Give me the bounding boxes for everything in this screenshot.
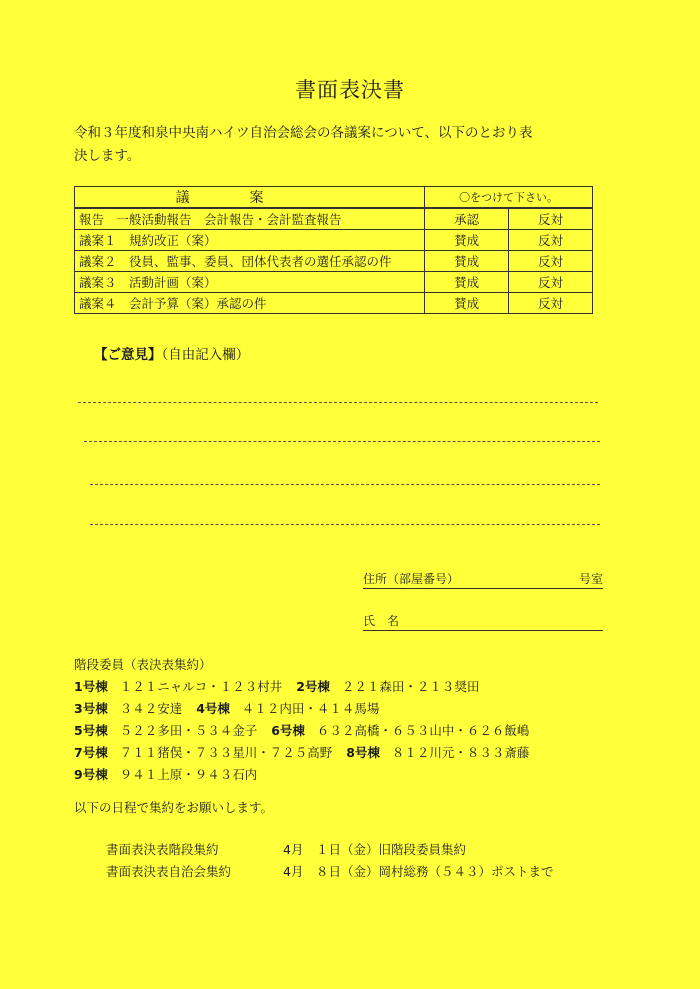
table-row bbox=[75, 208, 593, 230]
address-field[interactable] bbox=[363, 570, 603, 589]
opinion-label-bold: 【ご意見】 bbox=[94, 347, 162, 363]
oppose-option[interactable]: 反対 bbox=[509, 251, 593, 272]
opinion-write-line[interactable] bbox=[90, 524, 600, 525]
building-members: ７１１猪俣・７３３星川・７２５高野 bbox=[119, 745, 333, 760]
oppose-option[interactable]: 反対 bbox=[509, 208, 593, 230]
building-members: ５２２多田・５３４金子 bbox=[119, 723, 258, 738]
building-label: 4号棟 bbox=[196, 701, 230, 716]
approve-option[interactable]: 賛成 bbox=[425, 251, 509, 272]
approve-option[interactable]: 賛成 bbox=[425, 230, 509, 251]
building-members: ３４２安達 bbox=[119, 701, 183, 716]
committee-section bbox=[74, 654, 529, 786]
committee-row bbox=[74, 676, 529, 698]
header-note: 〇をつけて下さい。 bbox=[425, 187, 593, 209]
name-field[interactable] bbox=[363, 612, 603, 631]
schedule-date: 4月 １日（金）旧階段委員集約 bbox=[283, 842, 466, 857]
approve-option[interactable]: 賛成 bbox=[425, 293, 509, 314]
room-suffix: 号室 bbox=[578, 572, 603, 586]
opinion-write-line[interactable] bbox=[90, 484, 600, 485]
name-label: 氏 名 bbox=[363, 614, 400, 628]
row-item: 議案１ 規約改正（案） bbox=[75, 230, 425, 251]
opinion-write-line[interactable] bbox=[84, 441, 600, 442]
row-item: 議案３ 活動計画（案） bbox=[75, 272, 425, 293]
oppose-option[interactable]: 反対 bbox=[509, 230, 593, 251]
opinion-label bbox=[94, 343, 249, 363]
building-label: 9号棟 bbox=[74, 767, 108, 782]
intro-text bbox=[74, 122, 634, 168]
vote-table bbox=[74, 186, 593, 314]
schedule-intro: 以下の日程で集約をお願いします。 bbox=[74, 800, 274, 815]
building-members: ９４１上原・９４３石内 bbox=[119, 767, 258, 782]
table-row bbox=[75, 251, 593, 272]
row-item: 報告 一般活動報告 会計報告・会計監査報告 bbox=[75, 208, 425, 230]
row-item: 議案２ 役員、監事、委員、団体代表者の選任承認の件 bbox=[75, 251, 425, 272]
committee-row bbox=[74, 764, 529, 786]
committee-row bbox=[74, 742, 529, 764]
committee-row bbox=[74, 720, 529, 742]
building-members: ４１２内田・４１４馬場 bbox=[241, 701, 380, 716]
building-members: ８１２川元・８３３斎藤 bbox=[391, 745, 530, 760]
building-members: ６３２高橋・６５３山中・６２６飯嶋 bbox=[316, 723, 530, 738]
table-row bbox=[75, 230, 593, 251]
building-label: 5号棟 bbox=[74, 723, 108, 738]
building-label: 8号棟 bbox=[346, 745, 380, 760]
building-label: 1号棟 bbox=[74, 679, 108, 694]
schedule-label: 書面表決表自治会集約 bbox=[106, 864, 232, 879]
building-members: １２１ニャルコ・１２３村井 bbox=[119, 679, 283, 694]
committee-heading: 階段委員（表決表集約） bbox=[74, 657, 212, 672]
opinion-write-line[interactable] bbox=[78, 402, 598, 403]
table-row bbox=[75, 293, 593, 314]
building-members: ２２１森田・２１３奨田 bbox=[341, 679, 480, 694]
building-label: 2号棟 bbox=[296, 679, 330, 694]
vote-table-header bbox=[75, 187, 593, 209]
schedule-label: 書面表決表階段集約 bbox=[106, 842, 219, 857]
intro-line-2: 決します。 bbox=[74, 148, 141, 164]
opinion-label-note: （自由記入欄） bbox=[161, 347, 250, 363]
table-row bbox=[75, 272, 593, 293]
building-label: 6号棟 bbox=[271, 723, 305, 738]
intro-line-1: 令和３年度和泉中央南ハイツ自治会総会の各議案について、以下のとおり表 bbox=[74, 125, 533, 141]
building-label: 3号棟 bbox=[74, 701, 108, 716]
schedule-date: 4月 ８日（金）岡村総務（５４３）ポストまで bbox=[283, 864, 554, 879]
row-item: 議案４ 会計予算（案）承認の件 bbox=[75, 293, 425, 314]
oppose-option[interactable]: 反対 bbox=[509, 272, 593, 293]
header-item: 議案 bbox=[75, 187, 425, 209]
page-title: 書面表決書 bbox=[295, 78, 405, 102]
building-label: 7号棟 bbox=[74, 745, 108, 760]
oppose-option[interactable]: 反対 bbox=[509, 293, 593, 314]
approve-option[interactable]: 承認 bbox=[425, 208, 509, 230]
committee-row bbox=[74, 698, 529, 720]
approve-option[interactable]: 賛成 bbox=[425, 272, 509, 293]
address-label: 住所（部屋番号） bbox=[363, 572, 460, 586]
